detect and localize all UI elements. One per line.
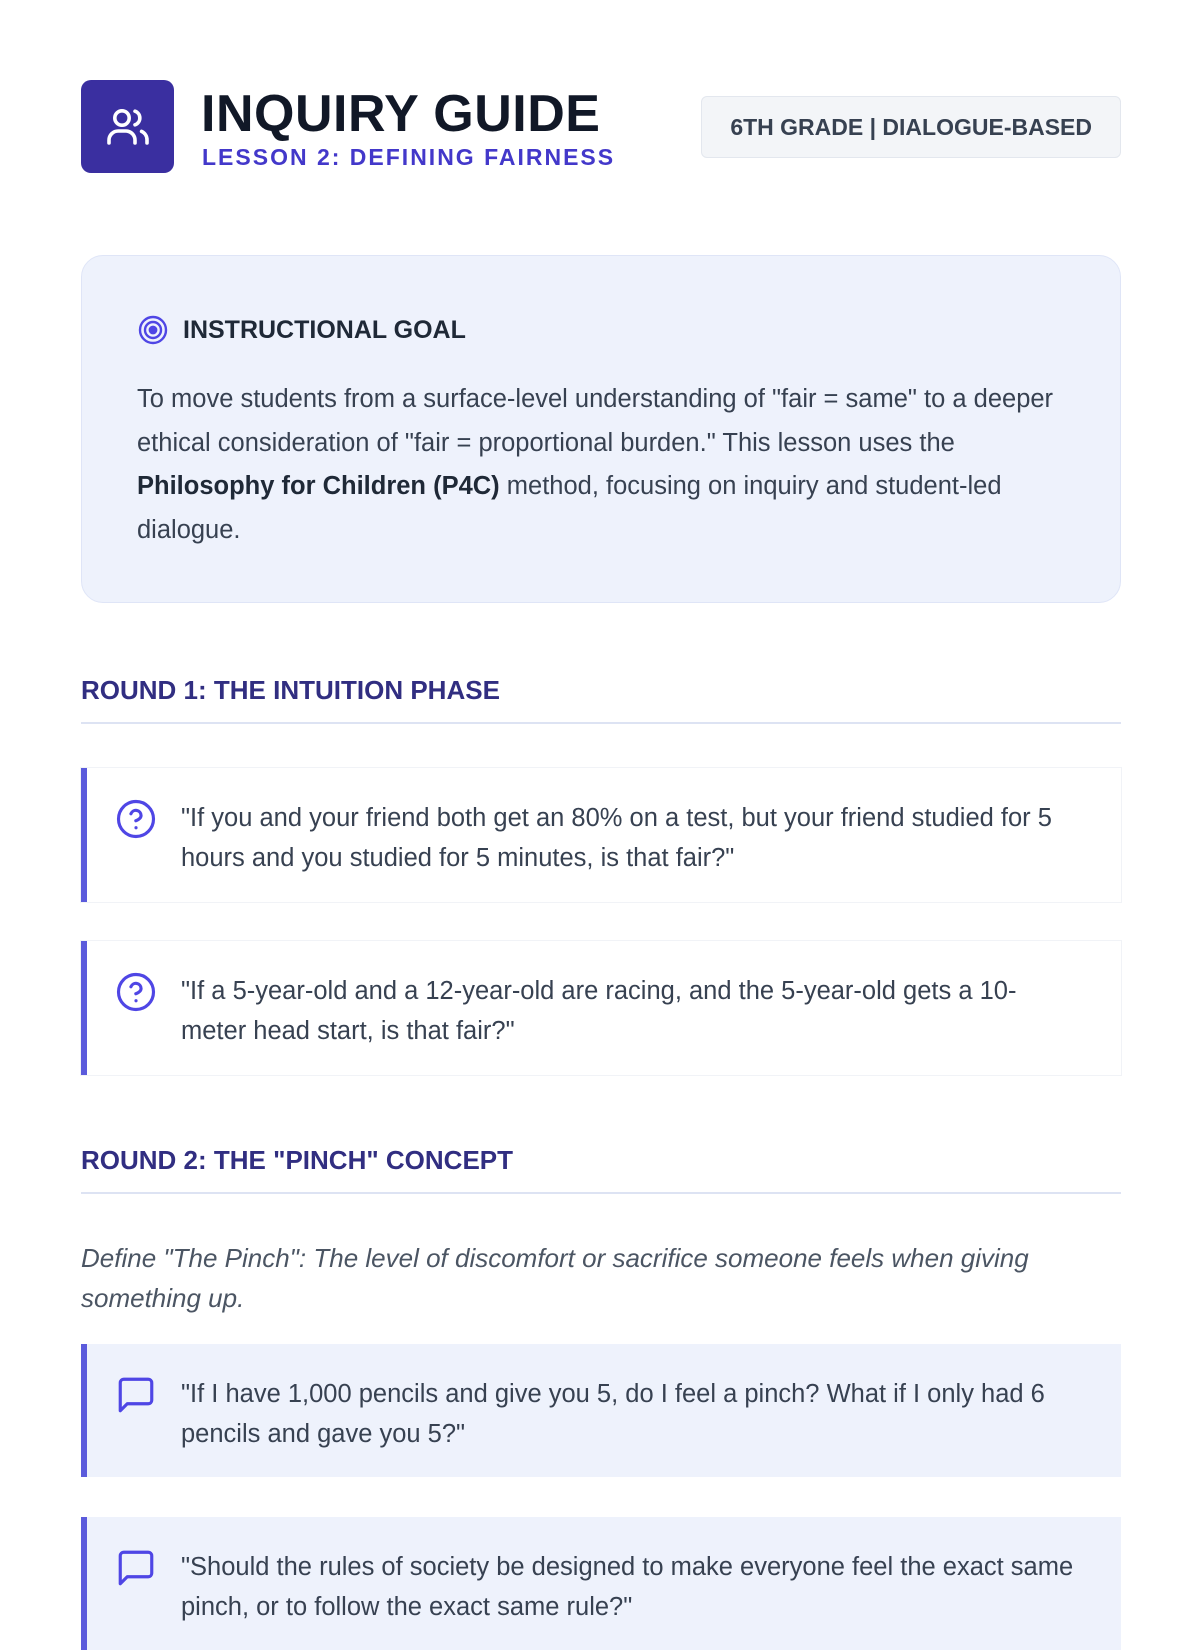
question-text: "If you and your friend both get an 80% on a test, but your friend studied for 5 hours and you studied for 5 minutes, is that fair?" xyxy=(181,804,1052,872)
chat-bubble-icon xyxy=(115,1374,157,1416)
question-text: "If a 5-year-old and a 12-year-old are racing, and the 5-year-old gets a 10-meter head start, is that fair?" xyxy=(181,977,1017,1045)
goal-heading-row xyxy=(137,314,466,346)
grade-badge: 6TH GRADE | DIALOGUE-BASED xyxy=(701,96,1121,158)
goal-text-before: To move students from a surface-level understanding of "fair = same" to a deeper ethical consideration of "fair = proportional burden." This lesson uses the xyxy=(137,385,1054,457)
logo xyxy=(81,80,174,173)
goal-text-after: method, focusing on inquiry and student-led dialogue. xyxy=(137,472,1002,544)
goal-text-method: Philosophy for Children (P4C) xyxy=(137,472,500,500)
pinch-definition: Define "The Pinch": The level of discomfort or sacrifice someone feels when giving something up. xyxy=(81,1243,1029,1313)
lesson-subtitle: LESSON 2: DEFINING FAIRNESS xyxy=(202,144,616,170)
target-icon xyxy=(137,314,169,346)
question-card xyxy=(81,768,1121,902)
instructional-goal-box xyxy=(81,255,1121,603)
goal-description xyxy=(137,378,1077,552)
question-circle-icon xyxy=(115,798,157,840)
discussion-prompt-card xyxy=(81,1344,1121,1477)
prompt-text: "If I have 1,000 pencils and give you 5, do I feel a pinch? What if I only had 6 pencils and gave you 5?" xyxy=(181,1380,1045,1448)
round-2-heading: ROUND 2: THE "PINCH" CONCEPT xyxy=(81,1145,1121,1194)
goal-heading: INSTRUCTIONAL GOAL xyxy=(183,315,466,344)
users-icon xyxy=(104,103,152,151)
discussion-prompt-card xyxy=(81,1517,1121,1650)
question-circle-icon xyxy=(115,971,157,1013)
prompt-text: "Should the rules of society be designed to make everyone feel the exact same pinch, or to follow the exact same rule?" xyxy=(181,1553,1074,1621)
question-card xyxy=(81,941,1121,1075)
chat-bubble-icon xyxy=(115,1547,157,1589)
round-1-heading: ROUND 1: THE INTUITION PHASE xyxy=(81,675,1121,724)
lesson-header xyxy=(81,80,1121,176)
page-title: INQUIRY GUIDE xyxy=(201,85,601,143)
